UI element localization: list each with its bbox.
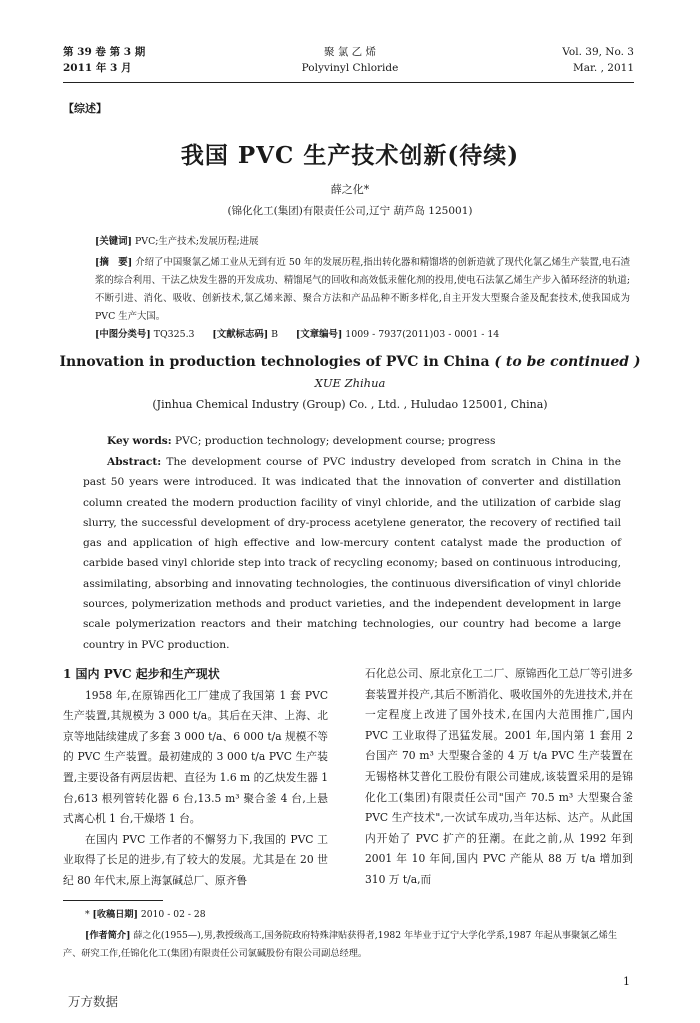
header-vol-en: [562, 44, 634, 76]
header-date-en: Mar. , 2011: [573, 62, 634, 74]
body-paragraph: 1958 年,在原锦西化工厂建成了我国第 1 套 PVC 生产装置,其规模为 3 000 t/a。其后在天津、上海、北京等地陆续建成了多套 3 000 t/a、6 000 t/a 规模不等的 PVC 生产装置。最初建成的 3 000 t/a PVC 生产装置,主要设备有两层齿耙、直径为 1.6 m 的乙炔发生器 1 台,613 根列管转化器 6 台,13.5 m³ 聚合釜 4 台,上悬式离心机 1 台,干燥塔 1 台。: [63, 688, 328, 826]
keywords-cn-text: PVC;生产技术;发展历程;进展: [134, 236, 259, 247]
author-name-cn: 薛之化*: [330, 183, 370, 196]
header-vol-no: Vol. 39, No. 3: [562, 46, 634, 58]
article-number-label: [文章编号]: [295, 329, 343, 340]
affiliation-cn: (锦化化工(集团)有限责任公司,辽宁 葫芦岛 125001): [227, 205, 473, 217]
abstract-en: [83, 452, 621, 655]
body-column-left: [63, 664, 328, 892]
classification-line: [95, 326, 630, 344]
footnote-author-bio: [63, 927, 635, 963]
bio-label: [作者简介]: [85, 930, 131, 941]
body-paragraph: 在国内 PVC 工作者的不懈努力下,我国的 PVC 工业取得了长足的进步,有了较大的发展。尤其是在 20 世纪 80 年代末,原上海氯碱总厂、原齐鲁: [63, 832, 328, 887]
author-name-en: XUE Zhihua: [314, 376, 386, 390]
body-column-right: [365, 664, 633, 891]
header-divider: [63, 82, 634, 83]
article-title-cn: 我国 PVC 生产技术创新(待续): [180, 142, 520, 169]
page-number: 1: [623, 975, 630, 988]
cls-label: [中图分类号]: [95, 329, 151, 340]
title-en-suffix: ( to be continued ): [494, 354, 641, 370]
abstract-en-text: The development course of PVC industry developed from scratch in China in the past 50 years were introduced. It was indicated that the innovation of converter and distillation column created the modern production facility of vinyl chloride, and the utilization of carbide slag slurry, the successful development of dry-process acetylene generator, the recovery of rectified tail gas and application of high effective and low-mercury content catalyst made the production of carbide based vinyl chloride step into track of recycling economy; based on continuous introducing, assimilating, absorbing and innovating technologies, the continuous diversification of vinyl chloride sources, polymerization methods and product varieties, and the independent development in large scale polymerization reactors and their matching technologies, our country had become a large country in PVC production.: [83, 456, 622, 651]
header-journal-cn: 聚 氯 乙 烯: [323, 46, 376, 58]
section-heading: 1 国内 PVC 起步和生产现状: [63, 667, 220, 681]
watermark: 万方数据: [68, 994, 119, 1009]
article-title-en: [0, 354, 700, 370]
header-date-cn: 2011 年 3 月: [63, 62, 132, 74]
received-date: 2010 - 02 - 28: [140, 909, 206, 920]
keywords-en-label: Key words:: [107, 435, 172, 447]
header-volume: 第 39 卷 第 3 期: [63, 46, 146, 58]
keywords-en: [83, 431, 621, 451]
article-number-value: 1009 - 7937(2011)03 - 0001 - 14: [345, 329, 500, 340]
footnote-divider: [63, 900, 163, 901]
abstract-cn-text: 介绍了中国聚氯乙烯工业从无到有近 50 年的发展历程,指出转化器和精馏塔的创新造就了现代化氯乙烯生产装置,电石渣浆的综合利用、干法乙炔发生器的开发成功、精馏尾气的回收和高效低汞催化剂的投用,使电石法氯乙烯生产步入循环经济的轨道;不断引进、消化、吸收、创新技术,氯乙烯来源、聚合方法和产品品种不断多样化,自主开发大型聚合釜及配套技术,使我国成为 PVC 生产大国。: [95, 257, 631, 322]
cls-value: TQ325.3: [153, 329, 195, 340]
abstract-cn-label: [摘 要]: [95, 257, 133, 268]
affiliation-en: (Jinhua Chemical Industry (Group) Co. , Ltd. , Huludao 125001, China): [152, 398, 548, 411]
body-paragraph: 石化总公司、原北京化工二厂、原锦西化工总厂等引进多套装置并投产,其后不断消化、吸收国外的先进技术,并在一定程度上改进了国外技术,在国内大范围推广,国内 PVC 工业取得了迅猛发展。2001 年,国内第 1 套用 2 台国产 70 m³ 大型聚合釜的 4 万 t/a PVC 生产装置在无锡格林艾普化工股份有限公司建成,该装置采用的是锦化化工(集团)有限责任公司"国产 70.5 m³ 大型聚合釜 PVC 生产技术",一次试车成功,当年达标、达产。从此国内开始了 PVC 扩产的狂潮。在此之前,从 1992 年到 2001 年 10 年间,国内 PVC 产能从 88 万 t/a 增加到 310 万 t/a,而: [365, 667, 633, 886]
abstract-en-label: Abstract:: [107, 456, 162, 468]
section-tag: 【综述】: [63, 102, 107, 115]
bio-text: 薛之化(1955—),男,教授级高工,国务院政府特殊津贴获得者,1982 年毕业于辽宁大学化学系,1987 年起从事聚氯乙烯生产、研究工作,任锦化化工(集团)有限责任公司氯碱股份有限公司副总经理。: [63, 930, 618, 959]
footnote-received: [63, 906, 635, 924]
footnote-marker: *: [85, 909, 90, 920]
received-label: [收稿日期]: [92, 909, 138, 920]
keywords-cn-label: [关键词]: [95, 236, 132, 247]
title-en-main: Innovation in production technologies of PVC in China: [59, 354, 490, 370]
abstract-cn: [95, 254, 630, 326]
keywords-cn: [95, 233, 630, 251]
header-journal-en: Polyvinyl Chloride: [301, 62, 399, 74]
doc-code-label: [文献标志码]: [212, 329, 269, 340]
doc-code-value: B: [271, 329, 279, 340]
keywords-en-text: PVC; production technology; development course; progress: [174, 435, 496, 447]
